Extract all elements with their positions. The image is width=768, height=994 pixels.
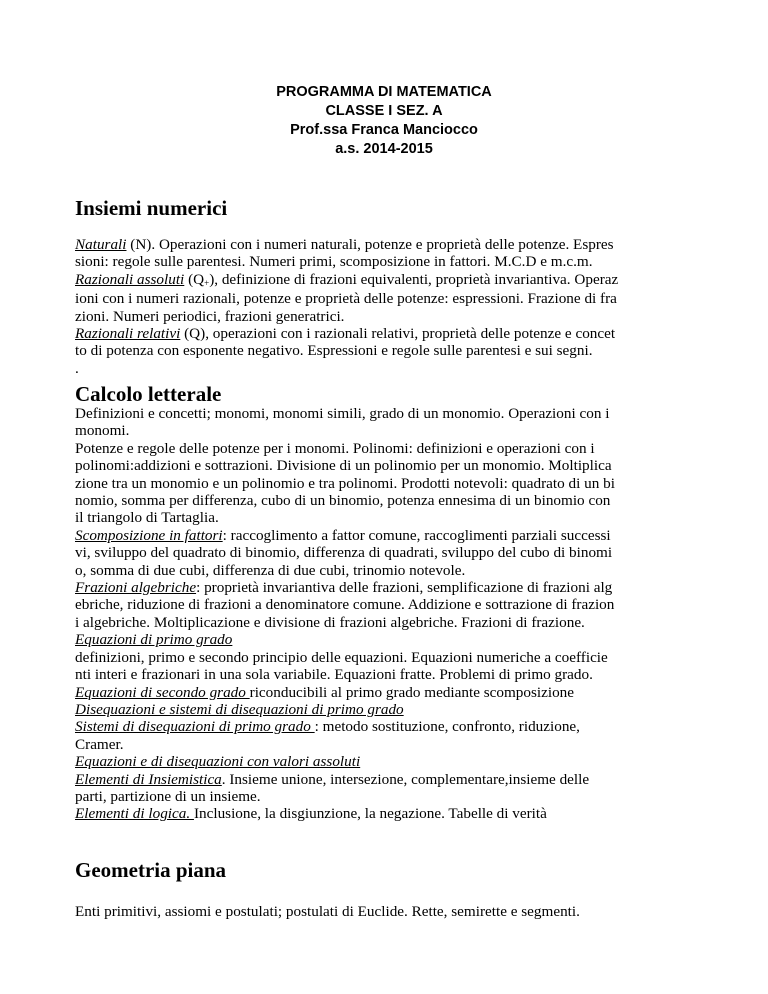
text-line: sioni: regole sulle parentesi. Numeri primi, scomposizione in fattori. M.C.D e m.c.m. — [75, 253, 593, 271]
text-line: parti, partizione di un insieme. — [75, 787, 261, 805]
header-class: CLASSE I SEZ. A — [325, 103, 443, 119]
text-line: il triangolo di Tartaglia. — [75, 509, 219, 527]
header-teacher: Prof.ssa Franca Manciocco — [290, 122, 478, 138]
text-span: (N). Operazioni con i numeri naturali, potenze e proprietà delle potenze. Espres — [126, 236, 614, 253]
text-line — [75, 718, 715, 735]
text-line: o, somma di due cubi, differenza di due cubi, trinomio notevole. — [75, 561, 466, 579]
text-line — [75, 684, 715, 701]
topic-equazioni-primo-grado: Equazioni di primo grado — [75, 631, 233, 649]
text-span: : metodo sostituzione, confronto, riduzione, — [314, 718, 580, 736]
text-line — [75, 805, 715, 822]
text-line: zione tra un monomio e un polinomio e tra polinomi. Prodotti notevoli: quadrato di un bi — [75, 474, 615, 492]
text-line: nti interi e frazionari in una sola variabile. Equazioni fratte. Problemi di primo grado. — [75, 666, 593, 684]
topic-logica: Elementi di logica. — [75, 805, 194, 823]
text-line — [75, 271, 715, 290]
text-line: to di potenza con esponente negativo. Espressioni e regole sulle parentesi e sui segni. — [75, 342, 593, 360]
text-line: Potenze e regole delle potenze per i monomi. Polinomi: definizioni e operazioni con i — [75, 439, 595, 457]
text-line: . — [75, 359, 79, 377]
text-line: definizioni, primo e secondo principio delle equazioni. Equazioni numeriche a coefficie — [75, 648, 608, 666]
text-span: ), definizione di frazioni equivalenti, proprietà invariantiva. Operaz — [209, 270, 619, 288]
text-line — [75, 753, 715, 770]
text-line: vi, sviluppo del quadrato di binomio, differenza di quadrati, sviluppo del cubo di binomi — [75, 544, 613, 562]
text-line: zioni. Numeri periodici, frazioni generatrici. — [75, 307, 345, 325]
section-title-insiemi-numerici: Insiemi numerici — [75, 196, 228, 220]
text-line: polinomi:addizioni e sottrazioni. Divisione di un polinomio per un monomio. Moltiplica — [75, 457, 612, 475]
topic-sistemi-disequazioni: Sistemi di disequazioni di primo grado — [75, 718, 315, 736]
text-line: ebriche, riduzione di frazioni a denominatore comune. Addizione e sottrazione di frazion — [75, 596, 615, 614]
section-body-geometria-piana — [75, 903, 715, 920]
section-title-calcolo-letterale: Calcolo letterale — [75, 382, 222, 406]
topic-razionali-relativi: Razionali relativi — [75, 325, 181, 343]
topic-valori-assoluti: Equazioni e di disequazioni con valori assoluti — [75, 753, 361, 771]
section-title-geometria-piana: Geometria piana — [75, 858, 227, 882]
text-line — [75, 701, 715, 718]
topic-disequazioni: Disequazioni e sistemi di disequazioni di primo grado — [75, 700, 404, 718]
text-line: monomi. — [75, 422, 130, 440]
header-school-year: a.s. 2014-2015 — [335, 141, 433, 157]
text-line: nomio, somma per differenza, cubo di un binomio, potenza ennesima di un binomio con — [75, 492, 611, 510]
subscript-plus: + — [204, 277, 210, 288]
text-span: (Q), operazioni con i razionali relativi, proprietà delle potenze e concet — [180, 325, 616, 343]
section-body-calcolo-letterale — [75, 405, 715, 823]
topic-frazioni-algebriche: Frazioni algebriche — [75, 579, 197, 597]
text-line — [75, 771, 715, 788]
topic-equazioni-secondo-grado: Equazioni di secondo grado — [75, 683, 250, 701]
text-line — [75, 631, 715, 648]
text-span: (Q — [184, 270, 205, 288]
text-span: Inclusione, la disgiunzione, la negazione. Tabelle di verità — [193, 805, 547, 823]
topic-insiemistica: Elementi di Insiemistica — [75, 770, 222, 788]
text-line: i algebriche. Moltiplicazione e divisione di frazioni algebriche. Frazioni di frazione. — [75, 613, 585, 631]
topic-scomposizione: Scomposizione in fattori — [75, 526, 223, 544]
text-line — [75, 236, 715, 253]
text-span: : raccoglimento a fattor comune, raccoglimenti parziali successi — [222, 526, 611, 544]
text-line — [75, 579, 715, 596]
text-line: Enti primitivi, assiomi e postulati; postulati di Euclide. Rette, semirette e segmenti. — [75, 903, 580, 920]
text-span: riconducibili al primo grado mediante scomposizione — [249, 683, 574, 701]
text-span: : proprietà invariantiva delle frazioni, semplificazione di frazioni alg — [196, 579, 613, 597]
topic-razionali-assoluti: Razionali assoluti — [75, 270, 185, 288]
text-line: ioni con i numeri razionali, potenze e proprietà delle potenze: espressioni. Frazione di fra — [75, 290, 617, 308]
section-body-insiemi-numerici — [75, 236, 715, 377]
text-line — [75, 527, 715, 544]
text-line — [75, 325, 715, 342]
topic-naturali: Naturali — [75, 236, 127, 253]
text-span: . Insieme unione, intersezione, complementare,insieme delle — [221, 770, 590, 788]
header-title: PROGRAMMA DI MATEMATICA — [276, 84, 492, 100]
text-line: Definizioni e concetti; monomi, monomi simili, grado di un monomio. Operazioni con i — [75, 405, 610, 422]
document-header — [0, 83, 768, 159]
text-line: Cramer. — [75, 735, 124, 753]
